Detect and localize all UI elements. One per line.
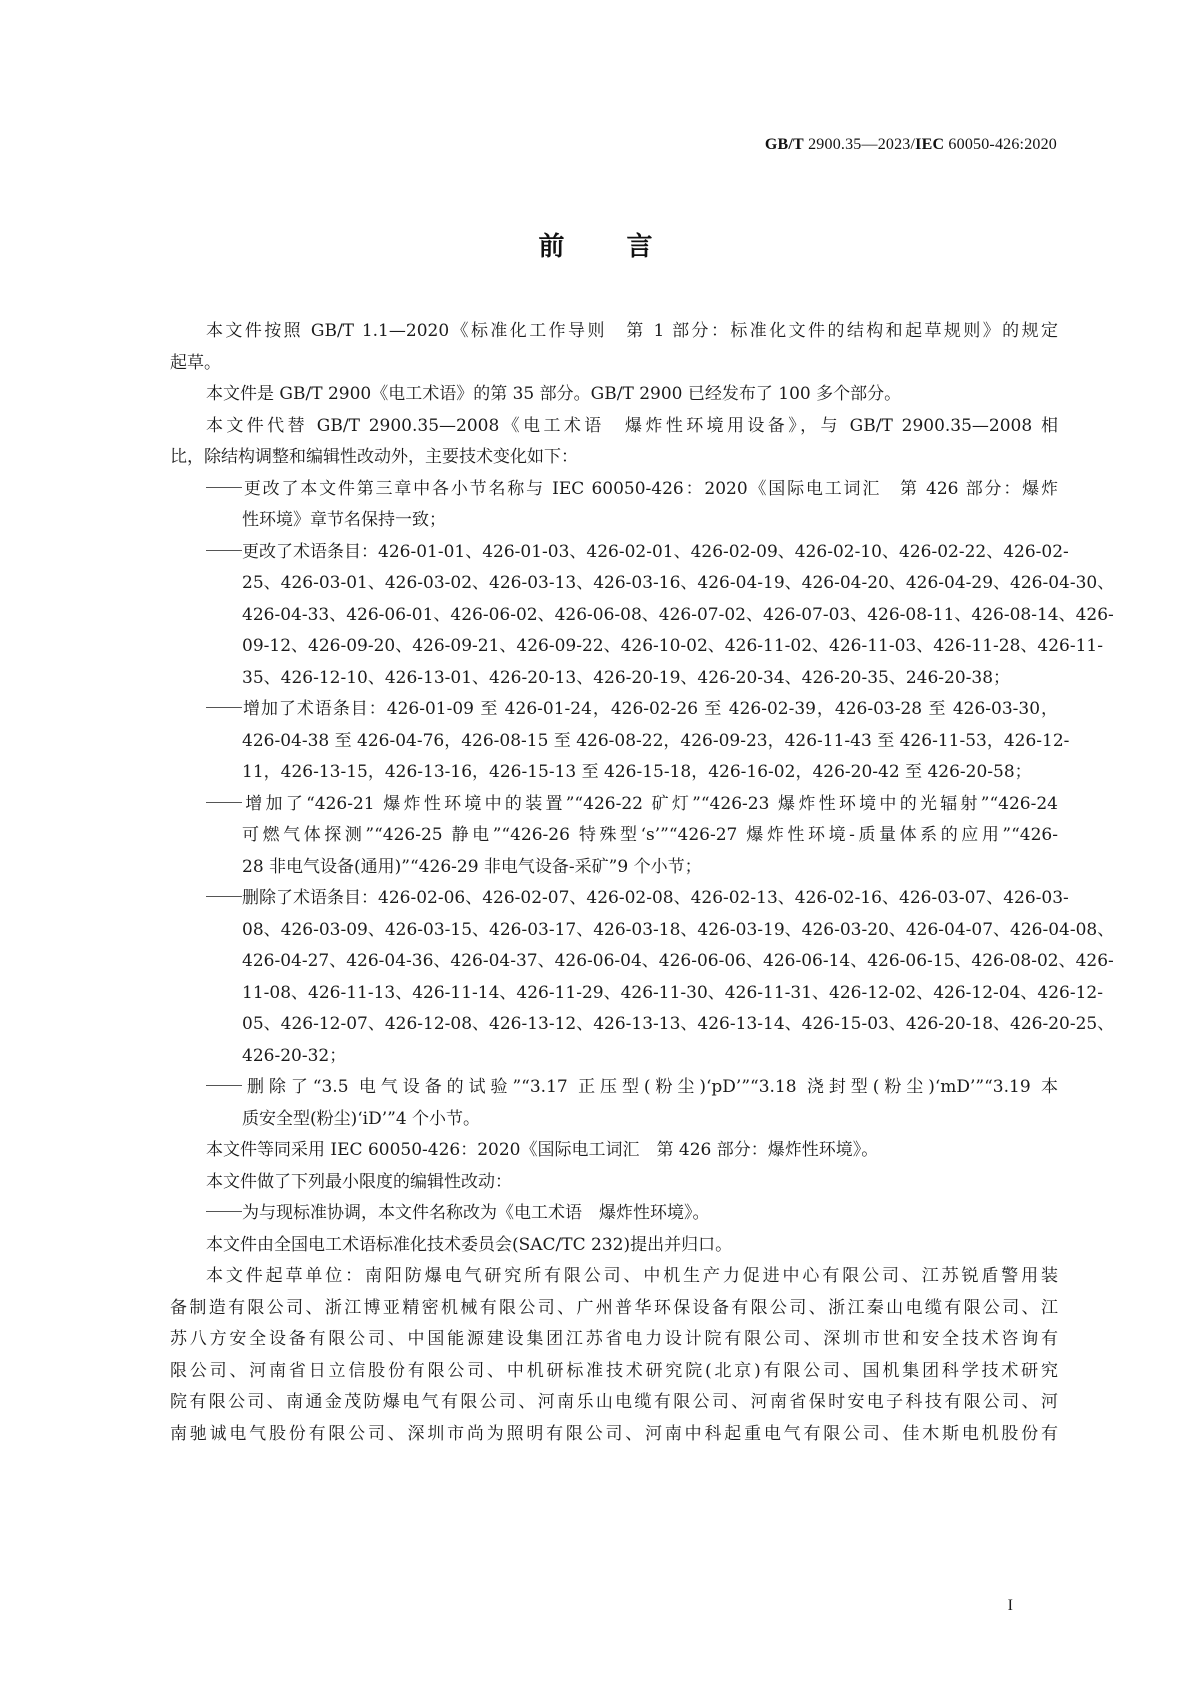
line-text: 为与现标准协调，本文件名称改为《电工术语 爆炸性环境》。: [242, 1203, 710, 1223]
list-item-line: [170, 631, 1103, 663]
em-dash-marker: [206, 707, 242, 708]
em-dash-marker: [206, 896, 242, 897]
line-text: 更改了本文件第三章中各小节名称与 IEC 60050-426：2020《国际电工词汇 第 426 部分：爆炸: [242, 478, 1058, 499]
line-text: 本文件是 GB/T 2900《电工术语》的第 35 部分。GB/T 2900 已经发布了 100 多个部分。: [206, 384, 902, 404]
line-text: 限公司、河南省日立信股份有限公司、中机研标准技术研究院(北京)有限公司、国机集团科学技术研究: [170, 1360, 1058, 1381]
list-item-line: [170, 757, 1058, 789]
paragraph-line: [170, 411, 1058, 443]
line-text: 本文件做了下列最小限度的编辑性改动：: [206, 1171, 512, 1192]
line-text: 可燃气体探测”“426-25 静电”“426-26 特殊型‘s’”“426-27 爆炸性环境-质量体系的应用”“426-: [242, 825, 1058, 845]
line-text: 增加了“426-21 爆炸性环境中的装置”“426-22 矿灯”“426-23 爆炸性环境中的光辐射”“426-24: [242, 793, 1058, 814]
list-item-line: [170, 1104, 1058, 1136]
paragraph-line: [170, 316, 1058, 348]
line-text: 性环境》章节名保持一致；: [242, 510, 446, 530]
foreword-body: [170, 316, 1115, 1450]
list-item-line: [170, 663, 1058, 695]
paragraph-line: [170, 1167, 1058, 1199]
paragraph-line: [170, 1324, 1058, 1356]
line-text: 起草。: [170, 352, 221, 373]
page-number: I: [1007, 1597, 1013, 1614]
paragraph-line: [170, 1356, 1058, 1388]
line-text: 426-04-38 至 426-04-76，426-08-15 至 426-08-22，426-09-23，426-11-43 至 426-11-53，426-12-: [242, 730, 1070, 751]
line-text: 质安全型(粉尘)‘iD’”4 个小节。: [242, 1108, 481, 1129]
line-text: 本文件由全国电工术语标准化技术委员会(SAC/TC 232)提出并归口。: [206, 1234, 733, 1255]
em-dash-marker: [206, 1085, 242, 1086]
line-text: 备制造有限公司、浙江博亚精密机械有限公司、广州普华环保设备有限公司、浙江秦山电缆有限公司、江: [170, 1297, 1058, 1318]
list-item-line: [170, 505, 1058, 537]
line-text: 28 非电气设备(通用)”“426-29 非电气设备-采矿”9 个小节；: [242, 856, 702, 877]
paragraph-line: [170, 1261, 1058, 1293]
line-text: 增加了术语条目：426-01-09 至 426-01-24，426-02-26 至 426-02-39，426-03-28 至 426-03-30，: [242, 699, 1058, 719]
line-text: 删除了术语条目：426-02-06、426-02-07、426-02-08、426-02-13、426-02-16、426-03-07、426-03-: [242, 888, 1069, 908]
list-item-line: [170, 1198, 1058, 1230]
line-text: 本文件等同采用 IEC 60050-426：2020《国际电工词汇 第 426 部分：爆炸性环境》。: [206, 1140, 879, 1160]
list-item-line: [170, 820, 1058, 852]
list-item-line: [170, 726, 1070, 758]
list-item-line: [170, 852, 1058, 884]
paragraph-line: [170, 1387, 1058, 1419]
line-text: 426-04-27、426-04-36、426-04-37、426-06-04、426-06-06、426-06-14、426-06-15、426-08-02、426-: [242, 951, 1114, 971]
iec-prefix: IEC: [915, 136, 945, 153]
standard-code: [765, 136, 1057, 154]
list-item-line: [170, 1041, 1058, 1073]
line-text: 苏八方安全设备有限公司、中国能源建设集团江苏省电力设计院有限公司、深圳市世和安全技术咨询有: [170, 1329, 1058, 1349]
list-item-line: [170, 883, 1069, 915]
list-item-line: [170, 1072, 1058, 1104]
paragraph-line: [170, 442, 1058, 474]
em-dash-marker: [206, 550, 242, 551]
list-item-line: [170, 1009, 1115, 1041]
paragraph-line: [170, 1419, 1058, 1451]
std-prefix: GB/T: [764, 136, 804, 153]
line-text: 426-04-33、426-06-01、426-06-02、426-06-08、426-07-02、426-07-03、426-08-11、426-08-14、426-: [242, 604, 1114, 625]
line-text: 426-20-32；: [242, 1045, 347, 1066]
line-text: 35、426-12-10、426-13-01、426-20-13、426-20-19、426-20-34、426-20-35、246-20-38；: [242, 667, 1011, 688]
line-text: 05、426-12-07、426-12-08、426-13-12、426-13-13、426-13-14、426-15-03、426-20-18、426-20-25、: [242, 1014, 1115, 1034]
list-item-line: [170, 600, 1114, 632]
em-dash-marker: [206, 802, 242, 803]
list-item-line: [170, 474, 1058, 506]
line-text: 比，除结构调整和编辑性改动外，主要技术变化如下：: [170, 447, 578, 467]
list-item-line: [170, 789, 1058, 821]
list-item-line: [170, 978, 1103, 1010]
list-item-line: [170, 537, 1069, 569]
line-text: 本文件按照 GB/T 1.1—2020《标准化工作导则 第 1 部分：标准化文件的结构和起草规则》的规定: [206, 321, 1058, 341]
list-item-line: [170, 946, 1114, 978]
title-char-2: 言: [626, 232, 653, 262]
page-title: [0, 226, 1191, 263]
list-item-line: [170, 694, 1058, 726]
paragraph-line: [170, 1135, 1058, 1167]
list-item-line: [170, 568, 1115, 600]
std-number: 2900.35—2023/: [808, 136, 916, 153]
line-text: 删除了“3.5 电气设备的试验”“3.17 正压型(粉尘)‘pD’”“3.18 浇封型(粉尘)‘mD’”“3.19 本: [242, 1077, 1058, 1097]
line-text: 09-12、426-09-20、426-09-21、426-09-22、426-10-02、426-11-02、426-11-03、426-11-28、426-11-: [242, 636, 1103, 656]
line-text: 本文件起草单位：南阳防爆电气研究所有限公司、中机生产力促进中心有限公司、江苏锐盾警用装: [206, 1266, 1058, 1286]
line-text: 院有限公司、南通金茂防爆电气有限公司、河南乐山电缆有限公司、河南省保时安电子科技有限公司、河: [170, 1392, 1058, 1412]
em-dash-marker: [206, 1211, 242, 1212]
line-text: 11-08、426-11-13、426-11-14、426-11-29、426-11-30、426-11-31、426-12-02、426-12-04、426-12-: [242, 982, 1103, 1003]
line-text: 25、426-03-01、426-03-02、426-03-13、426-03-16、426-04-19、426-04-20、426-04-29、426-04-30、: [242, 573, 1115, 593]
list-item-line: [170, 915, 1115, 947]
title-char-1: 前: [538, 232, 565, 262]
paragraph-line: [170, 1293, 1058, 1325]
line-text: 11，426-13-15，426-13-16，426-15-13 至 426-15-18，426-16-02，426-20-42 至 426-20-58；: [242, 762, 1032, 782]
line-text: 南驰诚电气股份有限公司、深圳市尚为照明有限公司、河南中科起重电气有限公司、佳木斯电机股份有: [170, 1423, 1058, 1444]
line-text: 08、426-03-09、426-03-15、426-03-17、426-03-18、426-03-19、426-03-20、426-04-07、426-04-08、: [242, 919, 1115, 940]
em-dash-marker: [206, 487, 242, 488]
paragraph-line: [170, 1230, 1058, 1262]
paragraph-line: [170, 379, 1058, 411]
line-text: 更改了术语条目：426-01-01、426-01-03、426-02-01、426-02-09、426-02-10、426-02-22、426-02-: [242, 541, 1069, 562]
iec-number: 60050-426:2020: [948, 136, 1057, 153]
paragraph-line: [170, 348, 1058, 380]
line-text: 本文件代替 GB/T 2900.35—2008《电工术语 爆炸性环境用设备》，与 GB/T 2900.35—2008 相: [206, 415, 1058, 436]
